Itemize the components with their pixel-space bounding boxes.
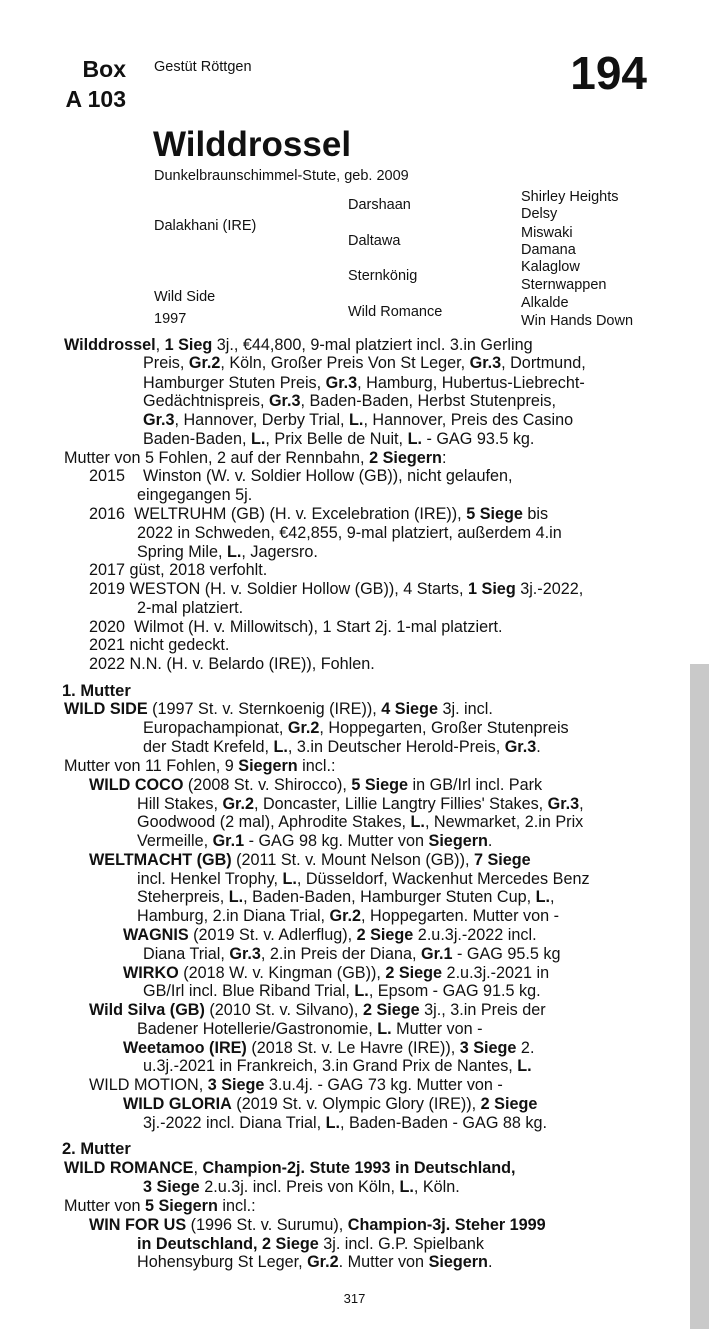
pedigree-sire: Dalakhani (IRE) [154,218,257,234]
box-word: Box [82,56,126,82]
horse-description: Dunkelbraunschimmel-Stute, geb. 2009 [154,168,409,184]
pedigree-gen2: Wild Romance [348,304,443,320]
pedigree-gen3: Alkalde [521,295,569,311]
dam-line: Goodwood (2 mal), Aphrodite Stakes, L., Newmarket, 2.in Prix [137,813,584,831]
dam-line: WILD COCO (2008 St. v. Shirocco), 5 Siege in GB/Irl incl. Park [89,776,543,794]
record-line: Preis, Gr.2, Köln, Großer Preis Von St Leger, Gr.3, Dortmund, [143,354,586,372]
pedigree-gen3: Sternwappen [521,277,607,293]
dam-line: WAGNIS (2019 St. v. Adlerflug), 2 Siege 2.u.3j.-2022 incl. [123,926,537,944]
pedigree-gen2: Darshaan [348,197,411,213]
box-label [62,54,126,114]
dam-line: 3 Siege 2.u.3j. incl. Preis von Köln, L., Köln. [143,1178,460,1196]
dam-line: u.3j.-2021 in Frankreich, 3.in Grand Prix de Nantes, L. [143,1057,532,1075]
produce-line: 2021 nicht gedeckt. [89,636,230,654]
scrollbar[interactable] [690,664,709,1329]
dam-line: Hamburg, 2.in Diana Trial, Gr.2, Hoppegarten. Mutter von - [137,907,559,925]
record-line: Gedächtnispreis, Gr.3, Baden-Baden, Herbst Stutenpreis, [143,392,557,410]
dam-line: der Stadt Krefeld, L., 3.in Deutscher Herold-Preis, Gr.3. [143,738,541,756]
pedigree-gen3: Damana [521,242,576,258]
produce-line: 2019 WESTON (H. v. Soldier Hollow (GB)), 4 Starts, 1 Sieg 3j.-2022, [89,580,584,598]
pedigree-gen3: Kalaglow [521,259,580,275]
produce-line: 2-mal platziert. [137,599,244,617]
produce-line: eingegangen 5j. [137,486,253,504]
record-line: Wilddrossel, 1 Sieg 3j., €44,800, 9-mal platziert incl. 3.in Gerling [64,336,533,354]
dam-line: Badener Hotellerie/Gastronomie, L. Mutter von - [137,1020,483,1038]
produce-line: 2020 Wilmot (H. v. Millowitsch), 1 Start 2j. 1-mal platziert. [89,618,503,636]
second-dam-heading: 2. Mutter [62,1140,131,1158]
produce-line: Spring Mile, L., Jagersro. [137,543,318,561]
pedigree-gen3: Delsy [521,206,558,222]
stud-name: Gestüt Röttgen [154,59,252,75]
dam-line: incl. Henkel Trophy, L., Düsseldorf, Wackenhut Mercedes Benz [137,870,590,888]
record-line: Gr.3, Hannover, Derby Trial, L., Hannover, Preis des Casino [143,411,574,429]
pedigree-dam: Wild Side [154,289,216,305]
record-line: Hamburger Stuten Preis, Gr.3, Hamburg, Hubertus-Liebrecht- [143,374,585,392]
produce-line: 2022 in Schweden, €42,855, 9-mal platziert, außerdem 4.in [137,524,562,542]
pedigree-gen3: Miswaki [521,225,573,241]
dam-line: Hohensyburg St Leger, Gr.2. Mutter von Siegern. [137,1253,493,1271]
dam-line: Europachampionat, Gr.2, Hoppegarten, Großer Stutenpreis [143,719,569,737]
box-number: A 103 [65,86,126,112]
dam-line: GB/Irl incl. Blue Riband Trial, L., Epsom - GAG 91.5 kg. [143,982,541,1000]
dam-line: Weetamoo (IRE) (2018 St. v. Le Havre (IRE)), 3 Siege 2. [123,1039,535,1057]
dam-line: Mutter von 11 Fohlen, 9 Siegern incl.: [64,757,336,775]
produce-line: 2016 WELTRUHM (GB) (H. v. Excelebration (IRE)), 5 Siege bis [89,505,549,523]
dam-line: Wild Silva (GB) (2010 St. v. Silvano), 2 Siege 3j., 3.in Preis der [89,1001,546,1019]
dam-line: WILD MOTION, 3 Siege 3.u.4j. - GAG 73 kg. Mutter von - [89,1076,503,1094]
pedigree-gen3: Win Hands Down [521,313,634,329]
pedigree-gen2: Sternkönig [348,268,418,284]
dam-line: WILD SIDE (1997 St. v. Sternkoenig (IRE)), 4 Siege 3j. incl. [64,700,493,718]
dam-line: WELTMACHT (GB) (2011 St. v. Mount Nelson (GB)), 7 Siege [89,851,531,869]
dam-line: WIRKO (2018 W. v. Kingman (GB)), 2 Siege 2.u.3j.-2021 in [123,964,550,982]
pedigree-dam-year: 1997 [154,311,187,327]
record-horse-name: Wilddrossel [64,336,156,354]
horse-name: Wilddrossel [153,125,352,164]
produce-line: 2017 güst, 2018 verfohlt. [89,561,268,579]
dam-line: WILD ROMANCE, Champion-2j. Stute 1993 in Deutschland, [64,1159,516,1177]
lot-number: 194 [570,47,647,99]
produce-intro: Mutter von 5 Fohlen, 2 auf der Rennbahn, 2 Siegern: [64,449,447,467]
page-number: 317 [343,1291,366,1306]
dam-line: Steherpreis, L., Baden-Baden, Hamburger Stuten Cup, L., [137,888,555,906]
dam-line: Vermeille, Gr.1 - GAG 98 kg. Mutter von Siegern. [137,832,493,850]
dam-line: WILD GLORIA (2019 St. v. Olympic Glory (IRE)), 2 Siege [123,1095,538,1113]
pedigree-gen2: Daltawa [348,233,401,249]
record-line: Baden-Baden, L., Prix Belle de Nuit, L. - GAG 93.5 kg. [143,430,535,448]
dam-line: Hill Stakes, Gr.2, Doncaster, Lillie Langtry Fillies' Stakes, Gr.3, [137,795,584,813]
dam-line: in Deutschland, 2 Siege 3j. incl. G.P. Spielbank [137,1235,484,1253]
first-dam-heading: 1. Mutter [62,682,131,700]
dam-line: Mutter von 5 Siegern incl.: [64,1197,256,1215]
produce-line: 2022 N.N. (H. v. Belardo (IRE)), Fohlen. [89,655,375,673]
pedigree-gen3: Shirley Heights [521,189,619,205]
produce-line: 2015 Winston (W. v. Soldier Hollow (GB)), nicht gelaufen, [89,467,513,485]
dam-line: WIN FOR US (1996 St. v. Surumu), Champion-3j. Steher 1999 [89,1216,546,1234]
dam-line: Diana Trial, Gr.3, 2.in Preis der Diana, Gr.1 - GAG 95.5 kg [143,945,561,963]
dam-line: 3j.-2022 incl. Diana Trial, L., Baden-Baden - GAG 88 kg. [143,1114,548,1132]
